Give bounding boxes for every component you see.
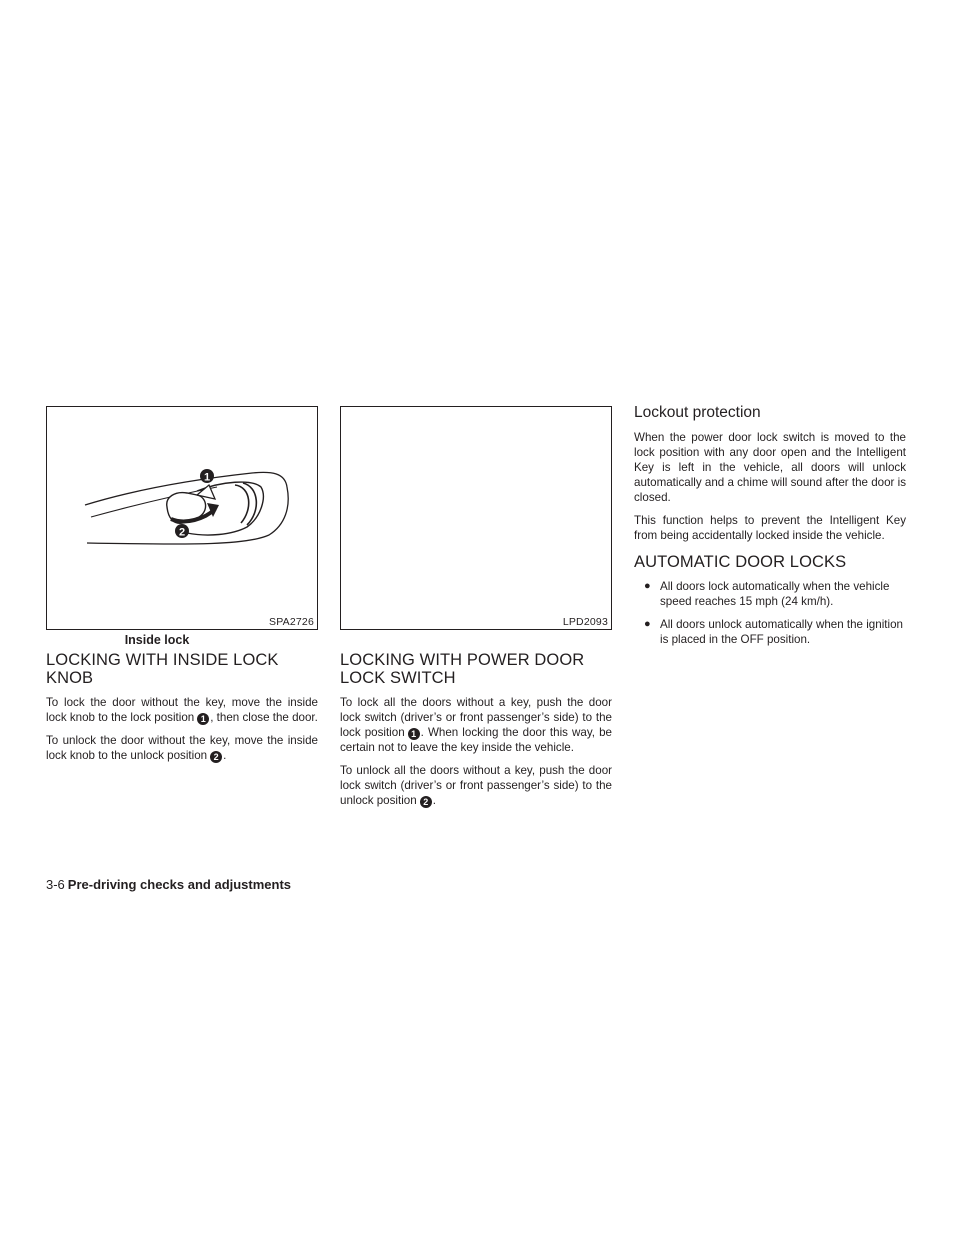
section-heading: LOCKING WITH POWER DOOR LOCK SWITCH — [340, 651, 585, 687]
power-lock-figure — [340, 406, 612, 630]
column-middle — [340, 406, 612, 816]
column-right — [634, 404, 906, 655]
inside-lock-illustration — [47, 407, 317, 629]
list-item: ● All doors lock automatically when the vehicle speed reaches 15 mph (24 km/h). — [644, 580, 890, 608]
chapter-title: Pre-driving checks and adjustments — [67, 877, 292, 892]
paragraph: This function helps to prevent the Intelligent Key from being accidentally locked inside the vehicle. — [634, 514, 906, 542]
callout-2-icon: 2 — [210, 751, 222, 763]
subsection-heading: Lockout protection — [634, 404, 761, 421]
figure-code: LPD2093 — [562, 616, 608, 628]
paragraph: When the power door lock switch is moved to the lock position with any door open and the Intelligent Key is left in the vehicle, all doors will unlock automatically and a chime will sound after the door is closed. — [634, 431, 906, 504]
paragraph: To lock the door without the key, move the inside lock knob to the lock position 1 , then close the door. — [46, 696, 318, 724]
bullet-icon: ● — [644, 580, 651, 592]
callout-2-icon: 2 — [420, 796, 432, 808]
figure-code: SPA2726 — [269, 616, 314, 628]
column-left — [46, 406, 318, 771]
section-heading: AUTOMATIC DOOR LOCKS — [634, 553, 847, 571]
paragraph: To unlock the door without the key, move the inside lock knob to the unlock position 2 . — [46, 734, 318, 762]
callout-1-icon: 1 — [408, 728, 420, 740]
section-heading: LOCKING WITH INSIDE LOCK KNOB — [46, 651, 279, 687]
page-number: 3-6 — [46, 877, 65, 892]
bullet-icon: ● — [644, 618, 651, 630]
page-footer — [46, 877, 291, 893]
bullet-list — [634, 579, 906, 647]
paragraph: To unlock all the doors without a key, push the door lock switch (driver’s or front passenger’s side) to the unlock position 2 . — [340, 764, 612, 807]
callout-1-icon: 1 — [197, 713, 209, 725]
paragraph: To lock all the doors without a key, push the door lock switch (driver’s or front passenger’s side) to the lock position 1 . When locking the door this way, be certain not to leave the key inside the vehicle. — [340, 696, 612, 754]
inside-lock-figure — [46, 406, 318, 630]
list-item: ● All doors unlock automatically when the ignition is placed in the OFF position. — [644, 618, 903, 646]
svg-text:2: 2 — [178, 526, 186, 539]
svg-text:1: 1 — [203, 471, 211, 484]
figure-caption: Inside lock — [124, 633, 190, 647]
